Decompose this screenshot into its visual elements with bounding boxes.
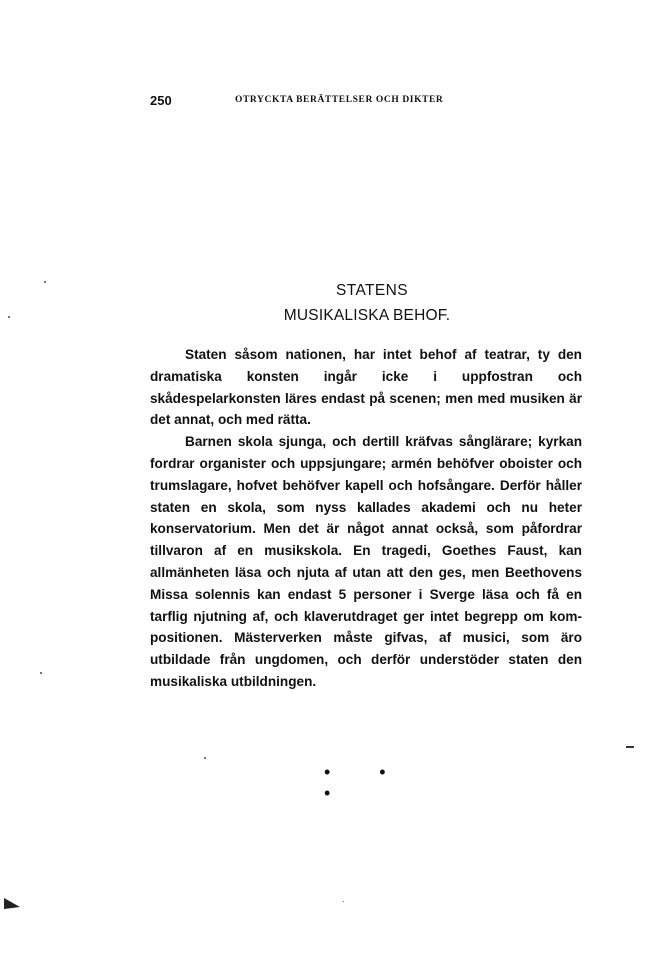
title-line-2: MUSIKALISKA BEHOF. bbox=[283, 307, 451, 324]
page-number: 250 bbox=[150, 93, 172, 108]
title-line-1: STATENS bbox=[336, 282, 408, 299]
scan-speck bbox=[204, 757, 206, 759]
section-end-ornament: • • • bbox=[324, 762, 408, 803]
chapter-title bbox=[150, 278, 582, 328]
corner-arrow-icon bbox=[4, 896, 20, 910]
paragraph-2: Barnen skola sjunga, och dertill kräfvas sånglärare; kyrkan fordrar organister och uppsjungare; armén behöfver oboister och trumslagare, hofvet behöfver kapell och hofsångare. Derför håller staten en skola, som nyss kallades akademi och nu heter konservatorium. Men det är något annat också, som påfordrar tillvaron af en musikskola. En tragedi, Goethes Faust, kan allmänheten läsa och njuta af utan att den ges, men Beethovens Missa solennis kan endast 5 personer i Sverge läsa och få en tarflig njutning af, och klaverutdraget ger intet begrepp om kompositionen. Mästerverken måste gifvas, af musici, som äro utbildade från ungdomen, och derför understöder staten den musikaliska utbildningen. bbox=[150, 434, 582, 689]
scan-mark bbox=[626, 746, 634, 748]
body-text bbox=[150, 344, 582, 693]
running-head bbox=[150, 93, 510, 111]
running-title: OTRYCKTA BERÄTTELSER OCH DIKTER bbox=[235, 95, 444, 105]
paragraph-1: Staten såsom nationen, har intet behof af teatrar, ty den dramatiska konsten ingår icke i uppfostran och skådespelarkonsten läres endast på scenen; men med musiken är det annat, och med rätta. bbox=[150, 347, 582, 428]
scan-speck bbox=[343, 901, 344, 902]
scan-speck bbox=[44, 281, 46, 283]
scan-speck bbox=[8, 316, 10, 318]
scan-speck bbox=[40, 672, 42, 674]
